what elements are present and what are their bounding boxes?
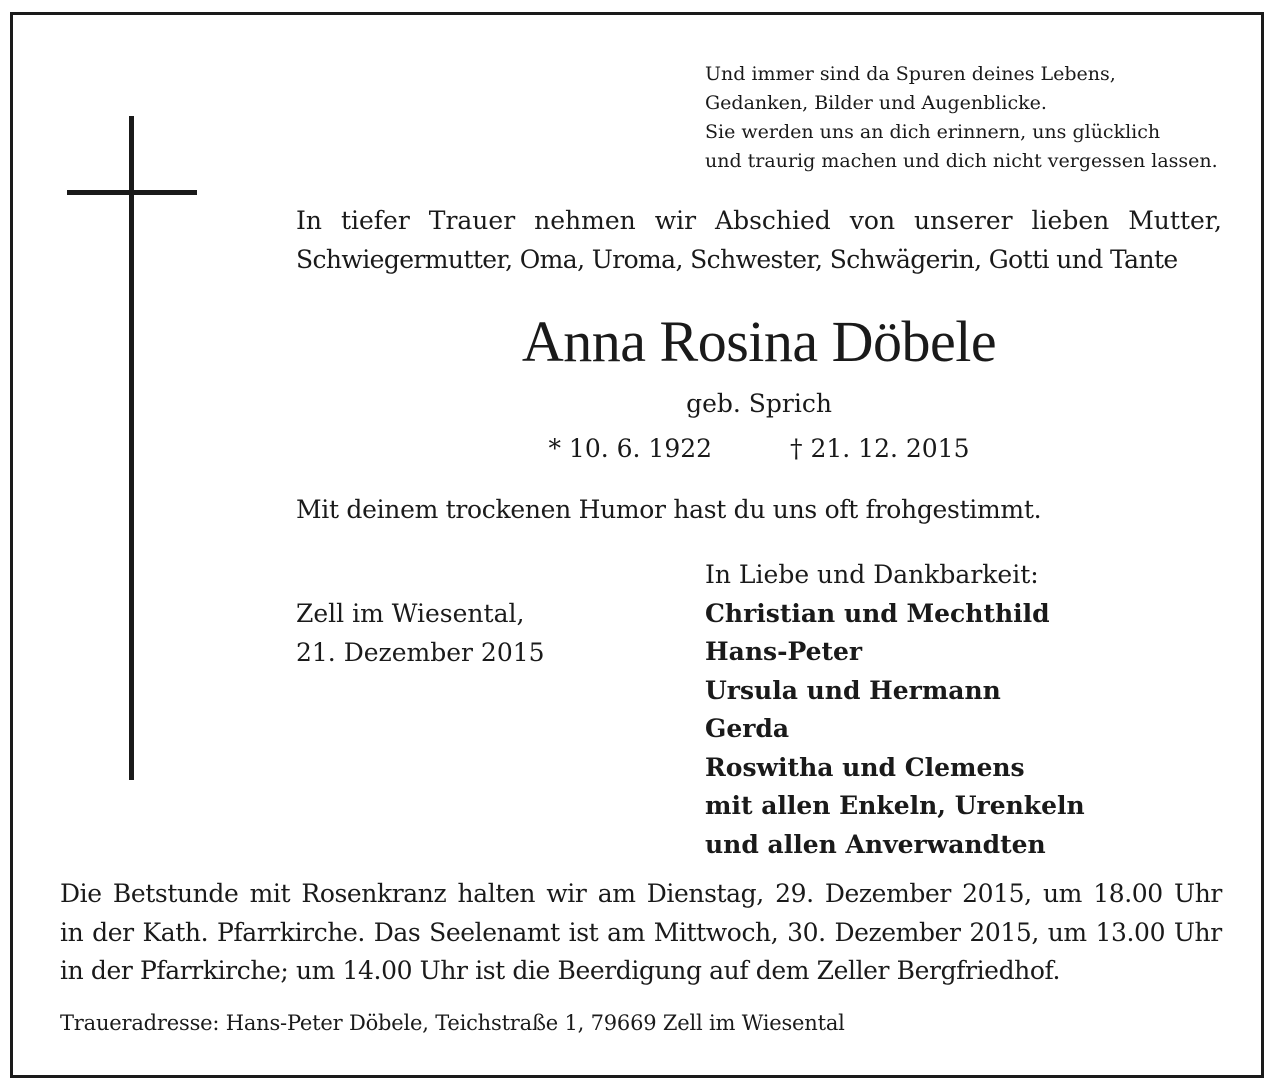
service-details — [60, 875, 1222, 991]
cross-icon-bar — [67, 190, 197, 195]
family-member: Ursula und Hermann — [705, 675, 1001, 705]
service-word: Pfarrkirche. — [216, 917, 365, 947]
service-word: 30. — [787, 917, 826, 947]
poem-line: Und immer sind da Spuren deines Lebens, — [705, 63, 1116, 85]
service-word: 18.00 — [1093, 879, 1163, 908]
service-word: halten — [457, 879, 536, 908]
service-word: um — [1042, 879, 1082, 908]
poem-line: Sie werden uns an dich erinnern, uns glücklich — [705, 121, 1161, 143]
service-word: wir — [546, 879, 587, 908]
service-word: um — [1047, 917, 1087, 947]
humor-line: Mit deinem trockenen Humor hast du uns oft frohgestimmt. — [296, 495, 1042, 524]
service-word: in der Pfarrkirche; um 14.00 Uhr ist die Beerdigung auf dem Zeller Bergfriedhof. — [60, 956, 1061, 985]
service-word: 2015, — [962, 879, 1032, 908]
place-date: 21. Dezember 2015 — [296, 637, 545, 667]
poem-line: Gedanken, Bilder und Augenblicke. — [705, 92, 1047, 114]
service-word: Seelenamt — [429, 917, 560, 947]
intro-word: wir — [654, 206, 697, 235]
family-member: Christian und Mechthild — [705, 598, 1050, 628]
family-lead: In Liebe und Dankbarkeit: — [705, 560, 1039, 589]
death-date: † 21. 12. 2015 — [790, 434, 970, 463]
family-member: mit allen Enkeln, Urenkeln — [705, 791, 1085, 820]
service-line — [60, 914, 1222, 953]
service-word: Uhr — [1173, 917, 1222, 947]
birth-date: * 10. 6. 1922 — [548, 434, 713, 463]
service-word: Dienstag, — [646, 879, 764, 908]
mourning-address: Traueradresse: Hans-Peter Döbele, Teichstraße 1, 79669 Zell im Wiesental — [60, 1011, 845, 1035]
family-member: und allen Anverwandten — [705, 829, 1046, 859]
maiden-name: geb. Sprich — [686, 389, 832, 418]
poem-line: und traurig machen und dich nicht vergessen lassen. — [705, 150, 1218, 172]
service-word: Das — [373, 917, 421, 947]
intro-word: Abschied — [715, 206, 831, 235]
service-word: in — [60, 917, 84, 947]
service-word: Uhr — [1174, 879, 1222, 908]
service-word: der — [92, 917, 134, 947]
place-city: Zell im Wiesental, — [296, 599, 525, 628]
service-word: 2015, — [969, 917, 1039, 947]
service-word: ist — [568, 917, 599, 947]
service-word: Betstunde — [112, 879, 239, 908]
obituary-notice — [10, 12, 1264, 1078]
service-word: Dezember — [824, 879, 951, 908]
intro-word: lieben — [1031, 206, 1110, 235]
service-word: am — [597, 879, 636, 908]
deceased-name: Anna Rosina Döbele — [521, 309, 997, 374]
intro-word: von — [849, 206, 896, 235]
intro-word: tiefer — [340, 206, 410, 235]
place-and-date — [296, 595, 545, 672]
intro-word: In — [296, 206, 322, 235]
family-member: Gerda — [705, 714, 790, 743]
family-member: Roswitha und Clemens — [705, 752, 1025, 782]
service-word: 29. — [775, 879, 814, 908]
intro-text — [296, 201, 1222, 279]
intro-word: Trauer — [428, 206, 516, 235]
service-word: Dezember — [834, 917, 961, 947]
service-word: am — [607, 917, 645, 947]
service-line — [60, 952, 1222, 991]
life-dates — [296, 433, 1222, 465]
service-word: mit — [249, 879, 291, 908]
service-word: Kath. — [142, 917, 209, 947]
service-word: Mittwoch, — [653, 917, 779, 947]
intro-line-1 — [296, 201, 1222, 240]
family-signatures — [705, 556, 1085, 864]
poem-verse — [705, 60, 1218, 176]
intro-word: Mutter, — [1128, 206, 1222, 235]
service-word: Die — [60, 879, 102, 908]
service-word: Rosenkranz — [301, 879, 447, 908]
intro-word: nehmen — [534, 206, 636, 235]
service-word: 13.00 — [1095, 917, 1166, 947]
intro-line-2: Schwiegermutter, Oma, Uroma, Schwester, Schwägerin, Gotti und Tante — [296, 245, 1178, 274]
cross-icon — [129, 116, 134, 780]
service-line — [60, 875, 1222, 914]
intro-word: unserer — [914, 206, 1013, 235]
family-member: Hans-Peter — [705, 637, 863, 666]
